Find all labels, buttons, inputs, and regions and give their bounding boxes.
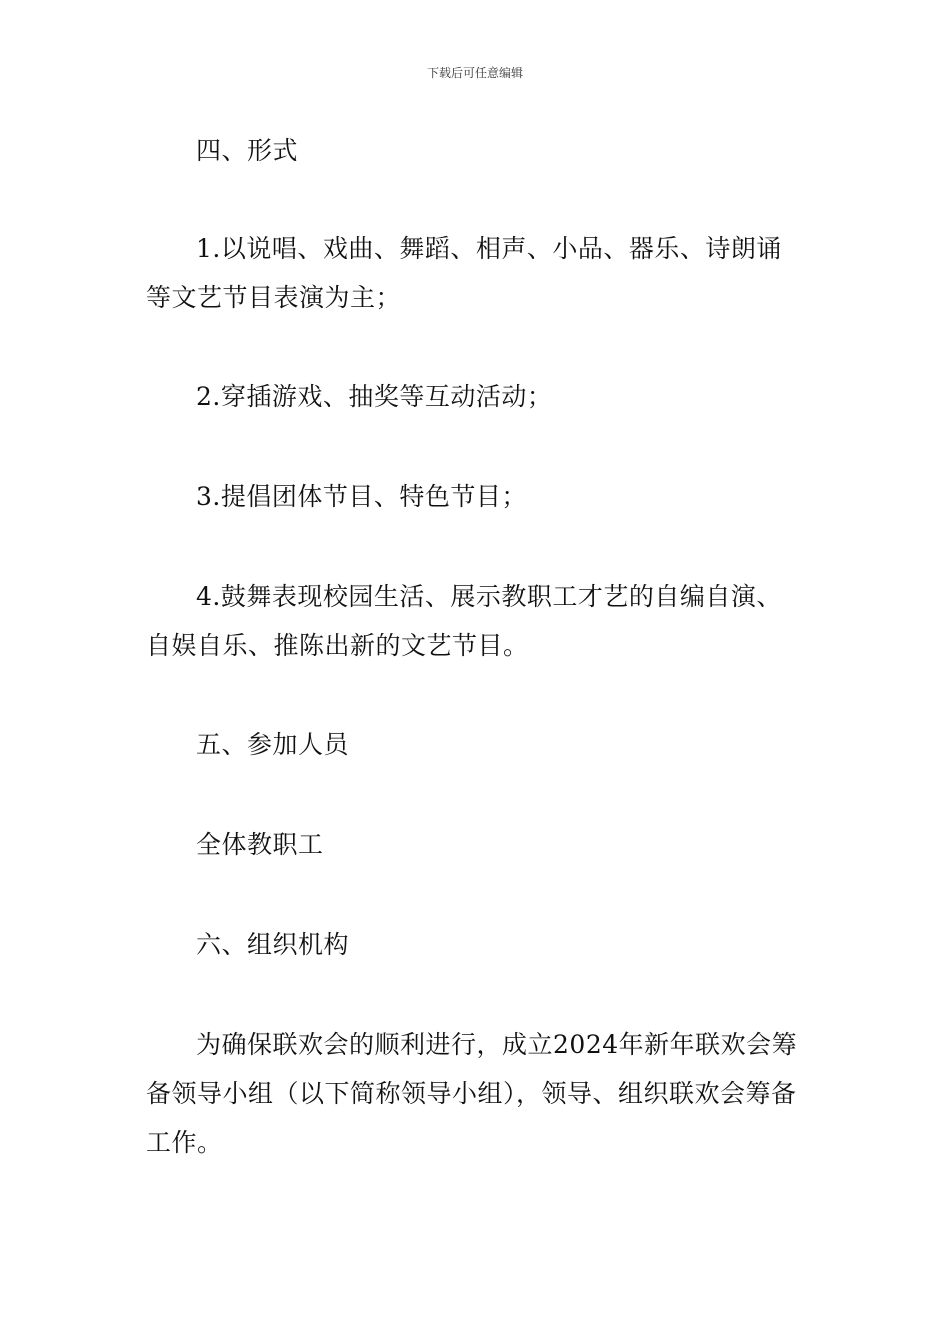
list-item-2: 2.穿插游戏、抽奖等互动活动； [196, 382, 553, 411]
list-item-3: 3.提倡团体节目、特色节目； [196, 482, 527, 511]
list-item-4: 4.鼓舞表现校园生活、展示教职工才艺的自编自演、自娱自乐、推陈出新的文艺节目。 [146, 582, 782, 660]
section-heading-organization: 六、组织机构 [196, 930, 350, 959]
section-heading-participants: 五、参加人员 [196, 730, 350, 759]
list-item-1: 1.以说唱、戏曲、舞蹈、相声、小品、器乐、诗朗诵等文艺节目表演为主； [146, 234, 782, 312]
section-heading-form: 四、形式 [196, 136, 299, 165]
organization-text: 为确保联欢会的顺利进行，成立2024年新年联欢会筹备领导小组（以下简称领导小组），领导、组织联欢会筹备工作。 [146, 1030, 798, 1157]
page-header-note: 下载后可任意编辑 [426, 66, 523, 80]
participants-text: 全体教职工 [196, 830, 324, 859]
